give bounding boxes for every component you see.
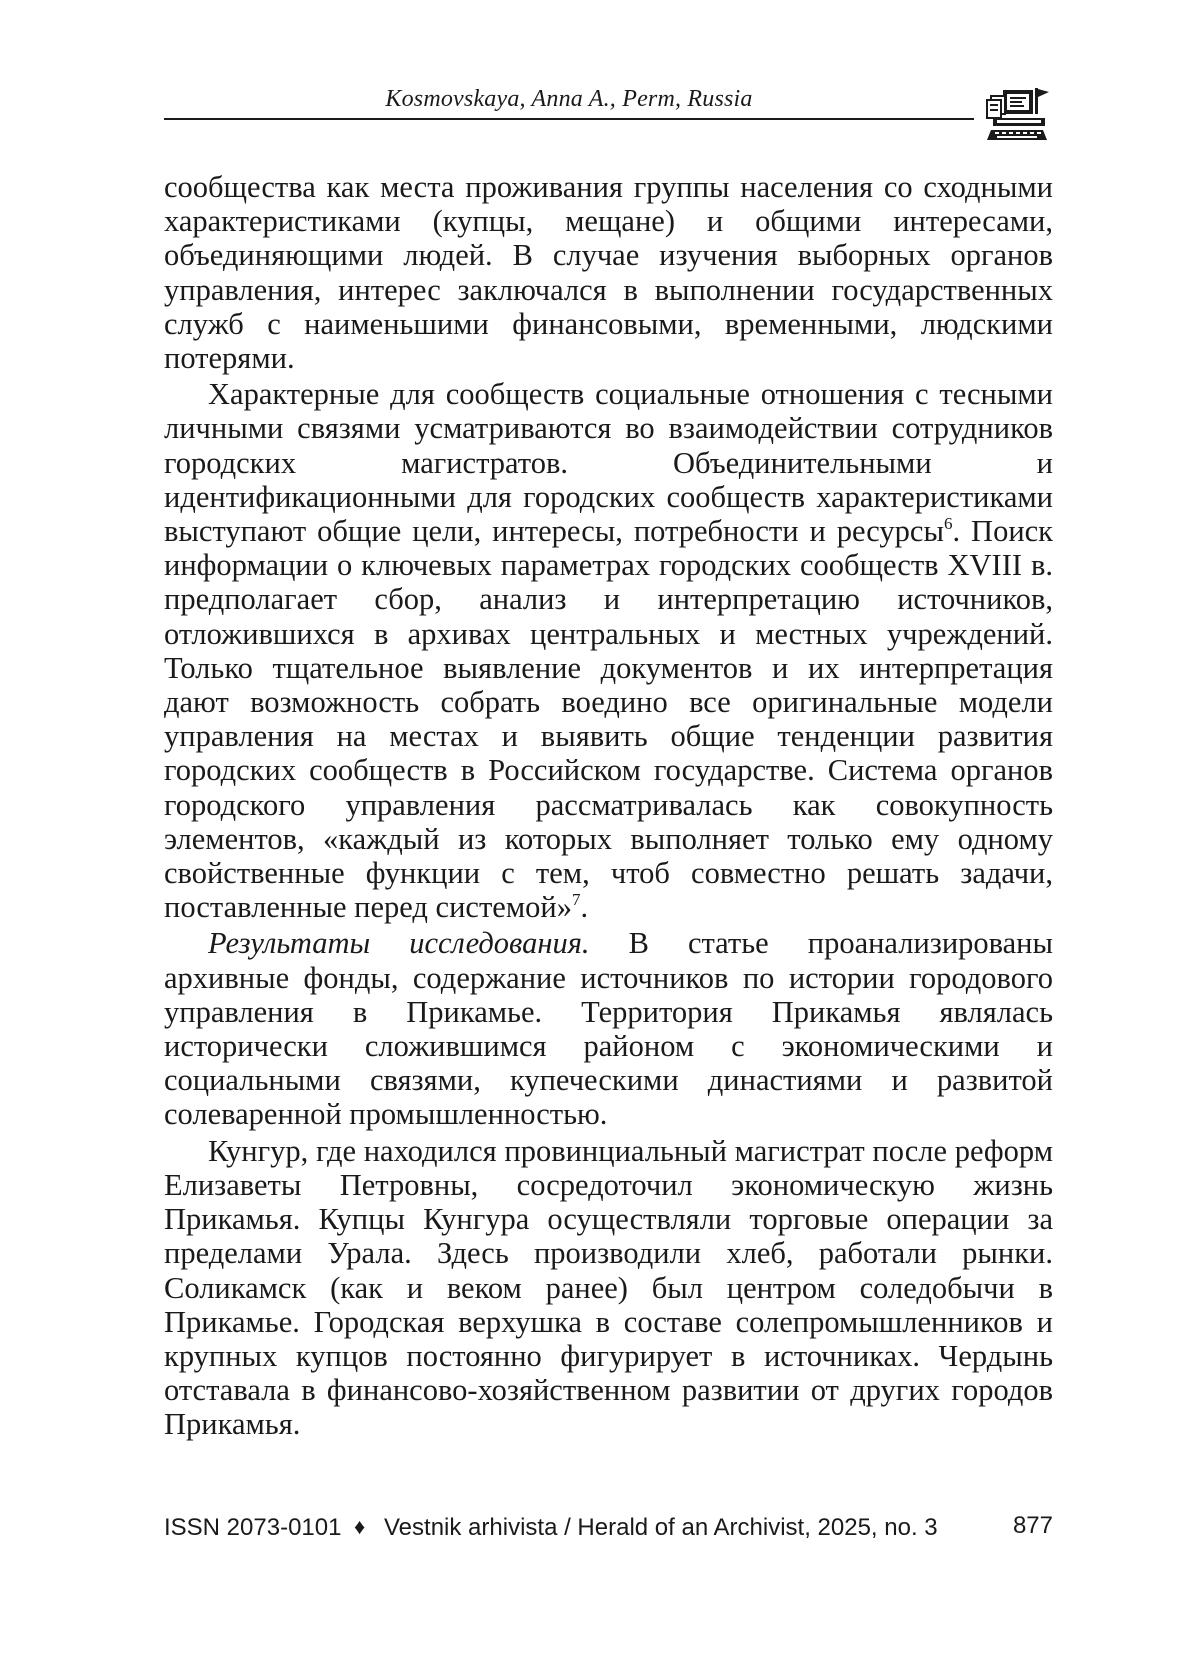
running-head-author: Kosmovskaya, Anna A., Perm, Russia	[385, 86, 753, 112]
footer-issn: ISSN 2073-0101	[164, 1514, 342, 1541]
article-body	[164, 170, 1053, 1442]
paragraph-2	[164, 377, 1053, 924]
results-heading: Результаты исследования.	[208, 926, 590, 961]
archive-computer-icon	[985, 86, 1051, 146]
footnote-ref-7[interactable]: 7	[571, 890, 581, 910]
paragraph-3	[164, 926, 1053, 1131]
paragraph-1	[164, 170, 1053, 375]
paragraph-3-text: В статье проанализированы архивные фонды, содержание источников по истории городового управления в Прикамье. Территория Прикамья являлась исторически сложившимся районом с экономическими и социальными связями, купеческими династиями и развитой солеваренной промышленностью.	[164, 926, 1053, 1132]
paragraph-2-text-a: Характерные для сообществ социальные отношения с тесными личными связями усматриваются во взаимодействии сотрудников городских магистратов. Объединительными и идентификационными для городских сообществ характеристиками выступают общие цели, интересы, потребности и ресурсы	[164, 377, 1053, 549]
paragraph-4	[164, 1134, 1053, 1442]
running-head	[164, 84, 974, 120]
footer-diamond-icon: ♦	[354, 1514, 366, 1539]
footer-journal-title: Vestnik arhivista / Herald of an Archivist, 2025, no. 3	[384, 1514, 938, 1541]
paragraph-2-text-b: . Поиск информации о ключевых параметрах городских сообществ XVIII в. предполагает сбор, анализ и интерпретацию источников, отложившихся в архивах центральных и местных учреждений. Только тщательное выявление документов и их интерпретация дают возможность собрать воедино все оригинальные модели управления на местах и выявить общие тенденции развития городских сообществ в Российском государстве. Система органов городского управления рассматривалась как совокупность элементов, «каждый из которых выполняет только ему одному свойственные функции с тем, чтоб совместно решать задачи, поставленные перед системой»	[164, 514, 1053, 925]
paragraph-1-text: сообщества как места проживания группы населения со сходными характеристиками (купцы, мещане) и общими интересами, объединяющими людей. В случае изучения выборных органов управления, интерес заключался в выполнении государственных служб с наименьшими финансовыми, временными, людскими потерями.	[164, 170, 1053, 376]
paragraph-4-text: Кунгур, где находился провинциальный магистрат после реформ Елизаветы Петровны, сосредоточил экономическую жизнь Прикамья. Купцы Кунгура осуществляли торговые операции за пределами Урала. Здесь производили хлеб, работали рынки. Соликамск (как и веком ранее) был центром соледобычи в Прикамье. Городская верхушка в составе солепромышленников и крупных купцов постоянно фигурирует в источниках. Чердынь отставала в финансово-хозяйственном развитии от других городов Прикамья.	[164, 1133, 1053, 1442]
page-footer	[164, 1514, 1053, 1548]
header-rule	[164, 118, 974, 120]
footnote-ref-6[interactable]: 6	[943, 514, 953, 534]
paragraph-2-end: .	[580, 890, 589, 925]
page-number: 877	[1012, 1512, 1053, 1539]
